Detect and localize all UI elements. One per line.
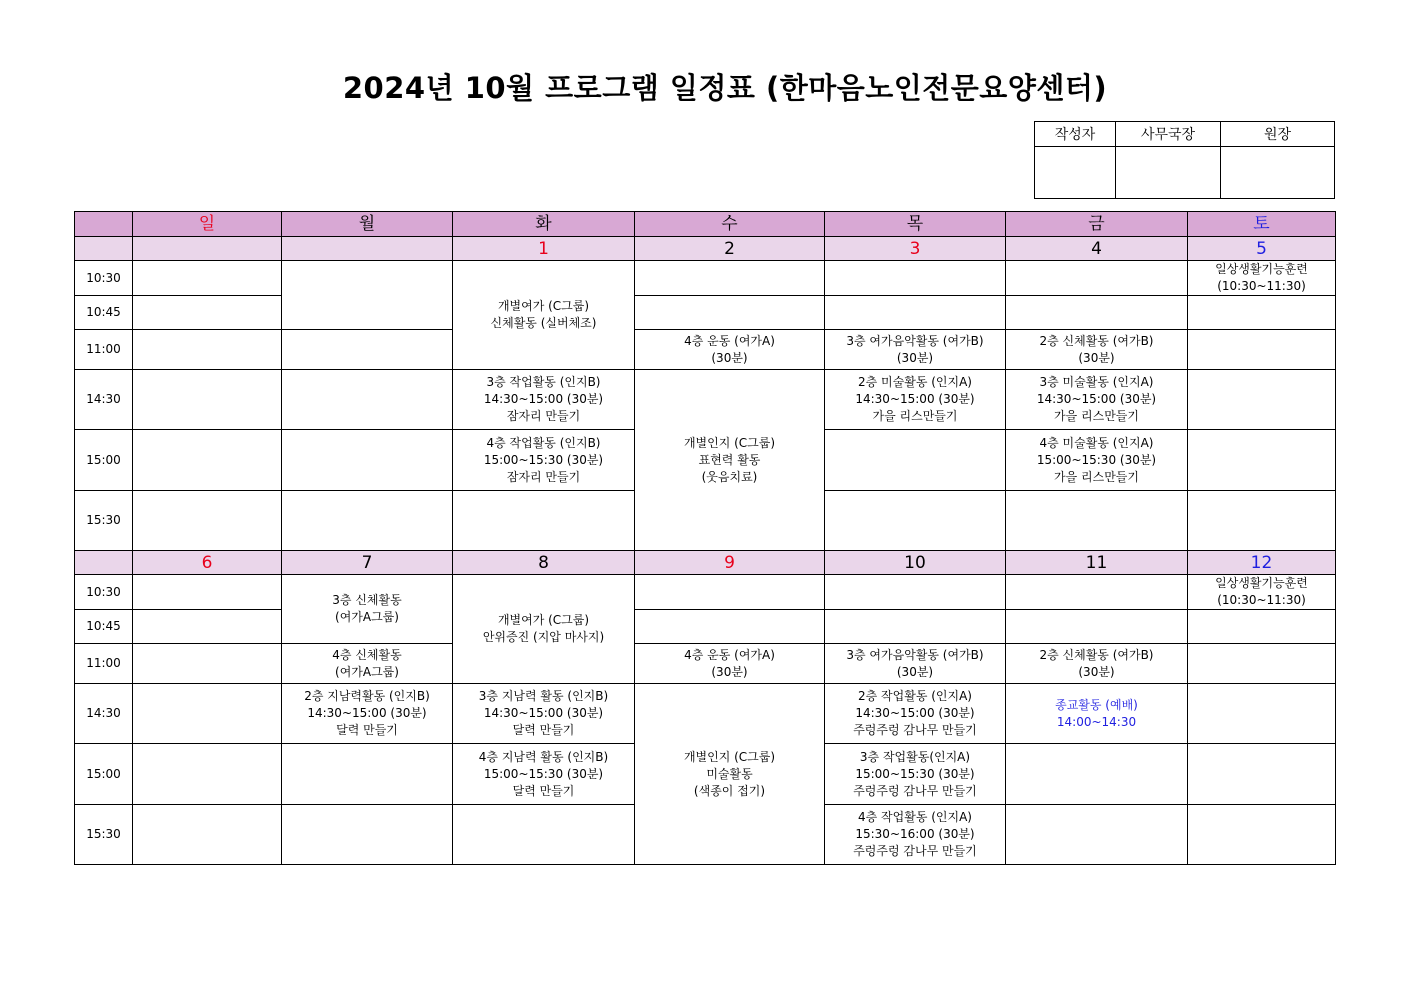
weekday-header-row	[75, 212, 1336, 237]
date-cell: 4	[1006, 237, 1188, 261]
day-wed: 수	[635, 212, 825, 237]
date-cell: 12	[1188, 551, 1336, 575]
time-label: 15:30	[75, 491, 133, 551]
corner-cell	[75, 212, 133, 237]
program-cell[interactable]: 2층 신체활동 (여가B) (30분)	[1006, 644, 1188, 684]
week2-date-row	[75, 551, 1336, 575]
day-thu: 목	[825, 212, 1006, 237]
program-cell[interactable]: 3층 신체활동 (여가A그룹)	[282, 575, 453, 644]
week2-row-1030	[75, 575, 1336, 610]
week1-row-1430	[75, 370, 1336, 430]
approval-secretary-label: 사무국장	[1116, 122, 1221, 147]
program-cell[interactable]: 4층 신체활동 (여가A그룹)	[282, 644, 453, 684]
program-cell[interactable]: 3층 여가음악활동 (여가B) (30분)	[825, 644, 1006, 684]
approval-director-sign[interactable]	[1221, 147, 1335, 199]
program-cell[interactable]: 개별여가 (C그룹) 안위증진 (지압 마사지)	[453, 575, 635, 684]
program-cell[interactable]: 개별인지 (C그룹) 미술활동 (색종이 접기)	[635, 684, 825, 865]
approval-writer-label: 작성자	[1035, 122, 1116, 147]
time-label: 11:00	[75, 330, 133, 370]
day-tue: 화	[453, 212, 635, 237]
time-label: 14:30	[75, 684, 133, 744]
date-cell: 11	[1006, 551, 1188, 575]
date-cell: 1	[453, 237, 635, 261]
week2-row-1045	[75, 610, 1336, 644]
program-cell[interactable]: 일상생활기능훈련 (10:30~11:30)	[1188, 575, 1336, 610]
schedule-table	[74, 211, 1336, 865]
program-cell[interactable]: 3층 지남력 활동 (인지B) 14:30~15:00 (30분) 달력 만들기	[453, 684, 635, 744]
program-cell[interactable]: 2층 지남력활동 (인지B) 14:30~15:00 (30분) 달력 만들기	[282, 684, 453, 744]
approval-writer-sign[interactable]	[1035, 147, 1116, 199]
date-cell: 9	[635, 551, 825, 575]
program-cell[interactable]: 2층 작업활동 (인지A) 14:30~15:00 (30분) 주렁주렁 감나무 만들기	[825, 684, 1006, 744]
approval-box	[1034, 121, 1335, 199]
program-cell[interactable]: 4층 미술활동 (인지A) 15:00~15:30 (30분) 가을 리스만들기	[1006, 430, 1188, 491]
day-sun: 일	[133, 212, 282, 237]
time-label: 11:00	[75, 644, 133, 684]
program-cell[interactable]: 3층 여가음악활동 (여가B) (30분)	[825, 330, 1006, 370]
program-cell[interactable]: 3층 미술활동 (인지A) 14:30~15:00 (30분) 가을 리스만들기	[1006, 370, 1188, 430]
time-label: 15:00	[75, 430, 133, 491]
time-label: 10:30	[75, 261, 133, 296]
date-cell: 7	[282, 551, 453, 575]
time-label: 15:00	[75, 744, 133, 805]
approval-director-label: 원장	[1221, 122, 1335, 147]
program-cell[interactable]: 4층 운동 (여가A) (30분)	[635, 644, 825, 684]
program-cell[interactable]: 일상생활기능훈련 (10:30~11:30)	[1188, 261, 1336, 296]
date-cell: 2	[635, 237, 825, 261]
week2-row-1430	[75, 684, 1336, 744]
approval-secretary-sign[interactable]	[1116, 147, 1221, 199]
program-cell[interactable]: 4층 지남력 활동 (인지B) 15:00~15:30 (30분) 달력 만들기	[453, 744, 635, 805]
time-label: 10:45	[75, 296, 133, 330]
time-label: 15:30	[75, 805, 133, 865]
week1-row-1045	[75, 296, 1336, 330]
program-cell[interactable]: 2층 미술활동 (인지A) 14:30~15:00 (30분) 가을 리스만들기	[825, 370, 1006, 430]
program-cell[interactable]: 4층 운동 (여가A) (30분)	[635, 330, 825, 370]
program-cell[interactable]: 2층 신체활동 (여가B) (30분)	[1006, 330, 1188, 370]
week1-row-1030	[75, 261, 1336, 296]
program-cell[interactable]: 종교활동 (예배) 14:00~14:30	[1006, 684, 1188, 744]
week1-date-row	[75, 237, 1336, 261]
program-cell[interactable]: 개별인지 (C그룹) 표현력 활동 (웃음치료)	[635, 370, 825, 551]
date-cell: 5	[1188, 237, 1336, 261]
program-cell[interactable]: 3층 작업활동 (인지B) 14:30~15:00 (30분) 잠자리 만들기	[453, 370, 635, 430]
date-cell: 3	[825, 237, 1006, 261]
program-cell[interactable]: 4층 작업활동 (인지B) 15:00~15:30 (30분) 잠자리 만들기	[453, 430, 635, 491]
day-mon: 월	[282, 212, 453, 237]
program-cell[interactable]: 4층 작업활동 (인지A) 15:30~16:00 (30분) 주렁주렁 감나무 만들기	[825, 805, 1006, 865]
date-cell: 10	[825, 551, 1006, 575]
date-cell: 8	[453, 551, 635, 575]
time-label: 10:45	[75, 610, 133, 644]
program-cell[interactable]: 3층 작업활동(인지A) 15:00~15:30 (30분) 주렁주렁 감나무 만들기	[825, 744, 1006, 805]
time-label: 10:30	[75, 575, 133, 610]
time-label: 14:30	[75, 370, 133, 430]
week1-row-1100	[75, 330, 1336, 370]
program-cell[interactable]: 개별여가 (C그룹) 신체활동 (실버체조)	[453, 261, 635, 370]
date-cell: 6	[133, 551, 282, 575]
day-sat: 토	[1188, 212, 1336, 237]
day-fri: 금	[1006, 212, 1188, 237]
week2-row-1100	[75, 644, 1336, 684]
page-title: 2024년 10월 프로그램 일정표 (한마음노인전문요양센터)	[342, 71, 1108, 105]
